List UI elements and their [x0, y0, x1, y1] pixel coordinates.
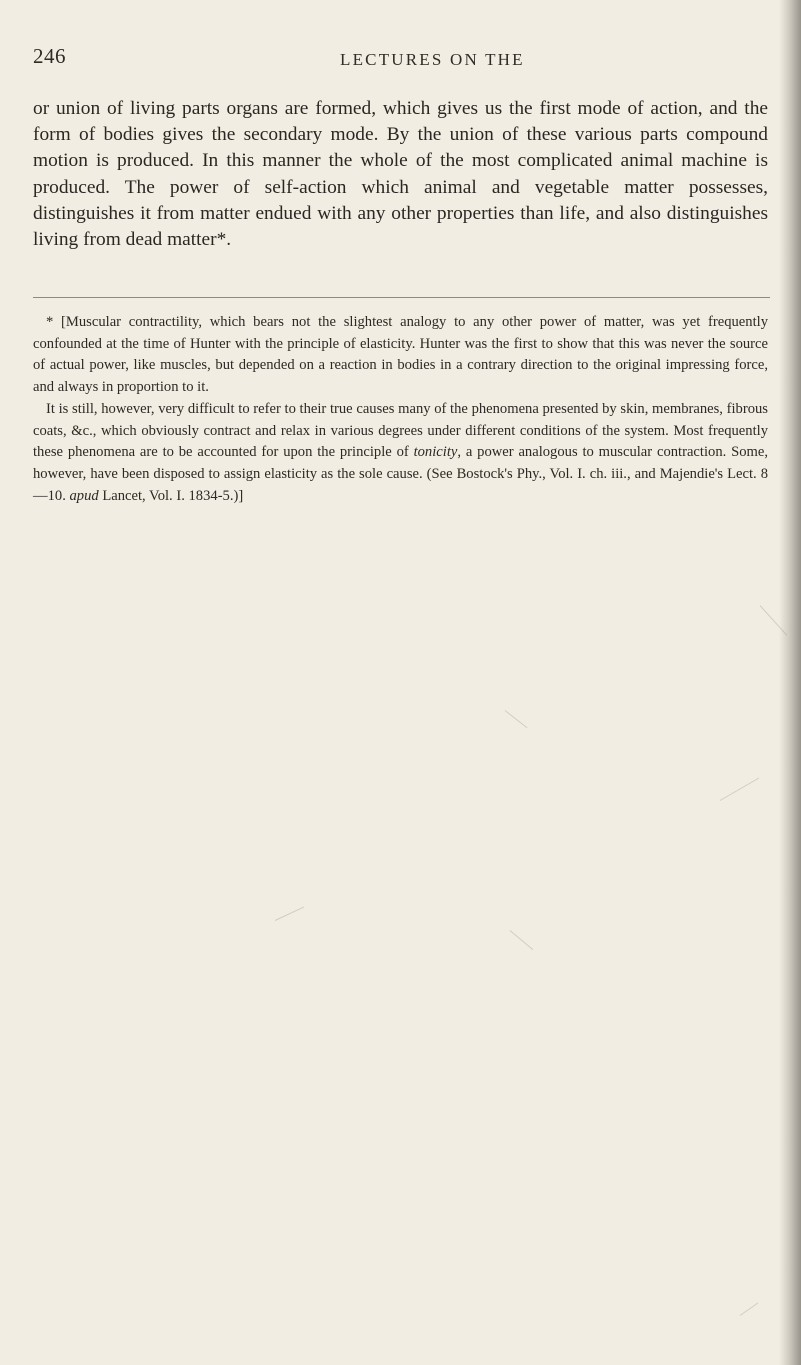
paper-mark	[275, 907, 304, 921]
page-edge-shadow	[779, 0, 801, 1365]
footnote-paragraph-1: * [Muscular contractility, which bears not the slightest analogy to any other power of matter, was yet frequently confounded at the time of Hunter with the principle of elasticity. Hunter was the first to show that this was never the source of actual power, like muscles, but depended on a reaction in bodies in a contrary direction to the original impressing force, and always in proportion to it.	[33, 314, 768, 396]
footnote-p2-italic-tonicity: tonicity	[413, 444, 458, 461]
footnote-p2-italic-apud: apud	[69, 487, 99, 504]
footnote-p2-text-b: , a power analogous to muscular contraction. Some, however, have been disposed to assign elasticity as the sole cause. (See Bostock's Phy., Vol. I. ch. iii., and Majendie's Lect. 8—10.	[33, 444, 768, 504]
paper-mark	[740, 1302, 759, 1315]
running-head: LECTURES ON THE	[340, 50, 525, 69]
footnote-paragraph-2	[33, 399, 768, 508]
footnote	[33, 312, 768, 507]
paper-mark	[505, 710, 528, 728]
footnote-p2-text-a: It is still, however, very difficult to refer to their true causes many of the phenomena presented by skin, membranes, fibrous coats, &c., which obviously contract and relax in various degrees under different conditions of the system. Most frequently these phenomena are to be accounted for upon the principle of	[33, 400, 768, 461]
body-paragraph: or union of living parts organs are formed, which gives us the first mode of action, and the form of bodies gives the secondary mode. By the union of these various parts compound motion is produced. In this manner the whole of the most complicated animal machine is produced. The power of self-action which animal and vegetable matter possesses, distinguishes it from matter endued with any other properties than life, and also distinguishes living from dead matter*.	[33, 98, 768, 251]
page-header	[0, 44, 801, 84]
footnote-p2-text-c: Lancet, Vol. I. 1834-5.)]	[98, 487, 244, 504]
paper-mark	[510, 930, 534, 950]
page-number: 246	[33, 44, 66, 68]
paper-mark	[720, 778, 759, 801]
footnote-separator-rule	[33, 297, 770, 298]
